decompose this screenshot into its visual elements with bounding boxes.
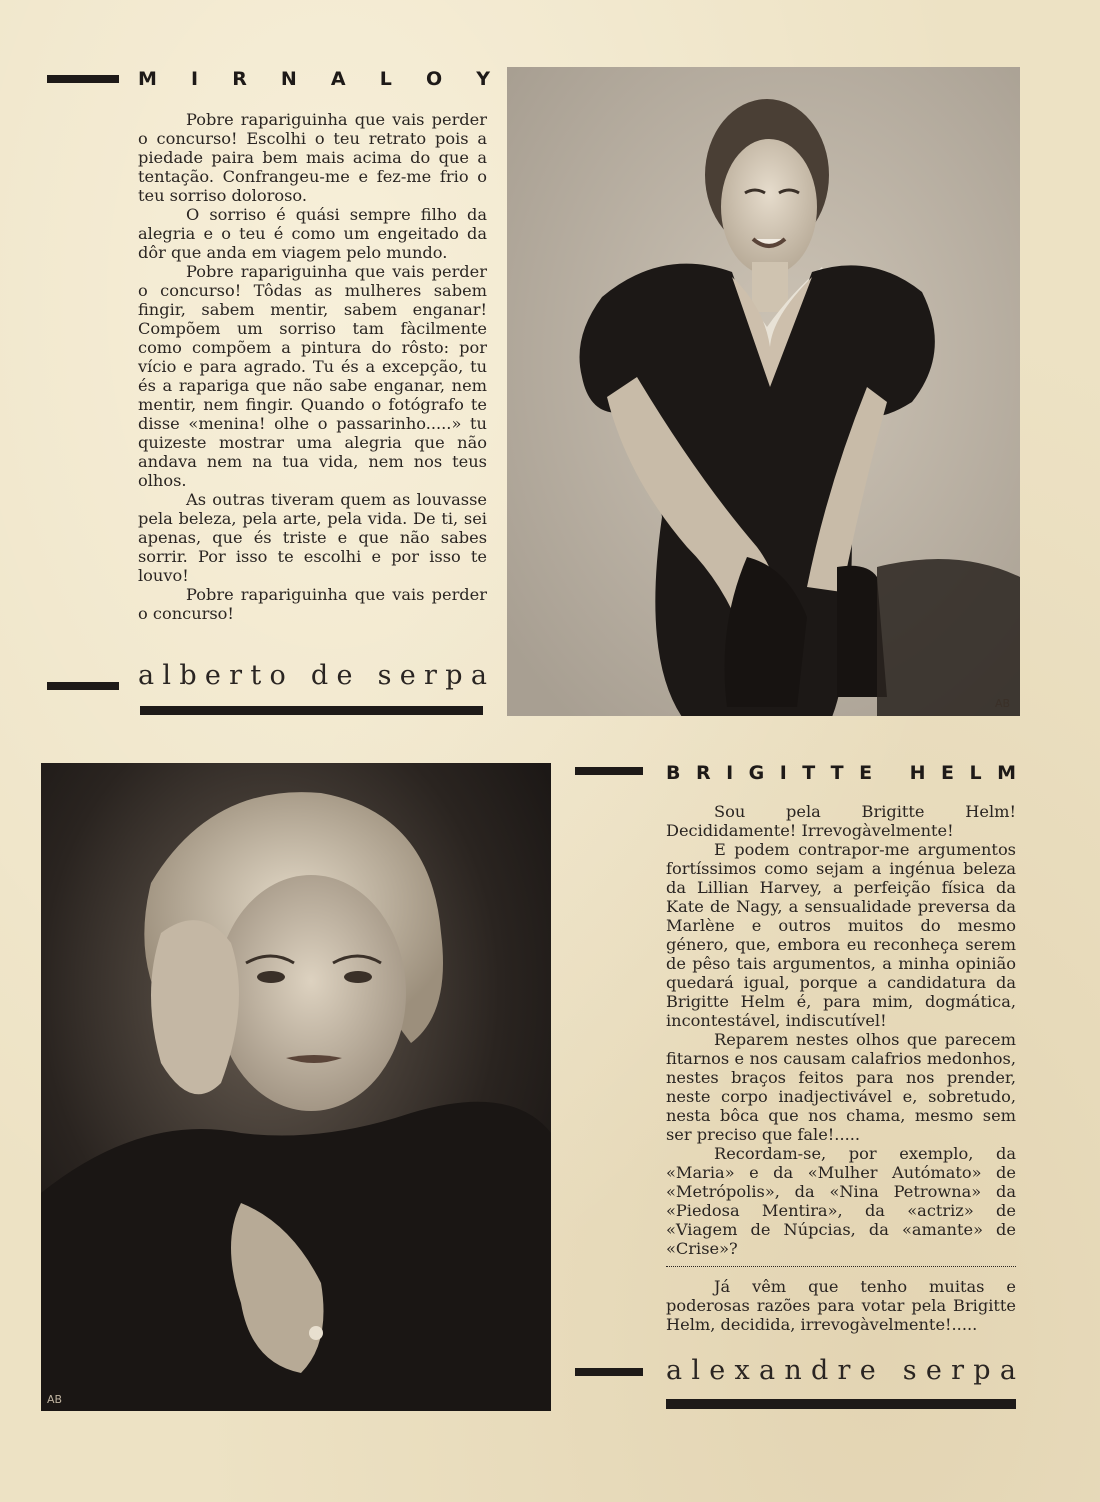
signature-underline-1 xyxy=(140,706,483,715)
title-bar-left-2 xyxy=(575,767,643,775)
paragraph: Recordam-se, por exemplo, da «Maria» e da «Mulher Autómato» de «Metrópolis», da «Nina Petrowna» da «Piedosa Mentira», da «actriz» de «Viagem de Núpcias, da «amante» de «Crise»? xyxy=(666,1144,1016,1258)
signature-letter: t xyxy=(250,660,262,691)
paragraph: As outras tiveram quem as louvasse pela beleza, pela arte, pela vida. De ti, sei apenas, que és triste e que não sabes sorrir. Por isso te escolhi e por isso te louvo! xyxy=(138,490,487,585)
signature-letter: e xyxy=(859,1355,876,1386)
signature-letter xyxy=(885,1355,894,1386)
signature-letter: r xyxy=(229,660,243,691)
signature-letter: p xyxy=(445,660,463,691)
title-letter: G xyxy=(748,762,765,784)
signature-letter: a xyxy=(666,1355,683,1386)
signature-letter: o xyxy=(269,660,286,691)
title-letter: L xyxy=(969,762,982,784)
svg-text:AB: AB xyxy=(995,697,1011,710)
signature-letter: l xyxy=(691,1355,700,1386)
dotted-separator xyxy=(666,1260,1016,1267)
article-title-mirna-loy xyxy=(138,66,490,92)
signature-letter: s xyxy=(902,1355,917,1386)
signature-letter: l xyxy=(162,660,172,691)
title-letter: L xyxy=(379,68,392,90)
signature-letter: s xyxy=(377,660,392,691)
author-signature-alberto xyxy=(138,660,487,694)
paragraph: Sou pela Brigitte Helm! Decididamente! Irrevogàvelmente! xyxy=(666,802,1016,840)
title-bar-left-1 xyxy=(47,75,119,83)
title-letter: T xyxy=(830,762,844,784)
signature-letter: p xyxy=(973,1355,991,1386)
signature-letter: a xyxy=(138,660,155,691)
signature-letter: e xyxy=(204,660,221,691)
article-body-mirna-loy xyxy=(138,110,487,623)
title-letter: M xyxy=(138,68,157,90)
article-body-brigitte-helm xyxy=(666,802,1016,1334)
signature-letter: d xyxy=(310,660,329,691)
signature-letter: n xyxy=(784,1355,802,1386)
photo-mirna-loy xyxy=(507,67,1020,716)
signature-letter: e xyxy=(925,1355,942,1386)
signature-letter xyxy=(361,660,370,691)
signature-letter: e xyxy=(336,660,353,691)
title-letter: I xyxy=(779,762,787,784)
title-letter: B xyxy=(666,762,681,784)
signature-letter: r xyxy=(837,1355,851,1386)
article-title-brigitte-helm xyxy=(666,760,1016,786)
signature-letter: a xyxy=(470,660,487,691)
title-letter: I xyxy=(191,68,199,90)
title-letter: Y xyxy=(476,68,490,90)
signature-underline-2 xyxy=(666,1399,1016,1409)
paragraph: Pobre rapariguinha que vais perder o concurso! xyxy=(138,585,487,623)
paragraph: Reparem nestes olhos que parecem fitarnos e nos causam calafrios medonhos, nestes braços feitos para nos prender, neste corpo inadjectivável e, sobretudo, nesta bôca que nos chama, mesmo sem ser preciso que fale!..... xyxy=(666,1030,1016,1144)
signature-letter: a xyxy=(758,1355,776,1386)
title-letter: R xyxy=(695,762,711,784)
signature-letter: d xyxy=(810,1355,829,1386)
paragraph: Pobre rapariguinha que vais perder o concurso! Escolhi o teu retrato pois a piedade paira bem mais acima do que a tentação. Confrangeu-me e fez-me frio o teu sorriso doloroso. xyxy=(138,110,487,205)
title-letter: I xyxy=(726,762,734,784)
signature-bar-left-2 xyxy=(575,1368,643,1376)
title-letter: H xyxy=(909,762,926,784)
paragraph: Já vêm que tenho muitas e poderosas razões para votar pela Brigitte Helm, decidida, irrevogàvelmente!..... xyxy=(666,1277,1016,1334)
signature-letter xyxy=(294,660,303,691)
title-letter: T xyxy=(802,762,816,784)
paragraph: Pobre rapariguinha que vais perder o concurso! Tôdas as mulheres sabem fingir, sabem mentir, sabem enganar! Compõem um sorriso tam fàcilmente como compõem a pintura do rôsto: por vício e para agrado. Tu és a excepção, tu és a rapariga que não sabe enganar, nem mentir, nem fingir. Quando o fotógrafo te disse «menina! olhe o passarinho.....» tu quizeste mostrar uma alegria que não andava nem na tua vida, nem nos teus olhos. xyxy=(138,262,487,490)
title-letter: O xyxy=(425,68,443,90)
photo-brigitte-helm xyxy=(41,763,551,1411)
title-letter: E xyxy=(941,762,955,784)
signature-letter: r xyxy=(424,660,437,691)
signature-letter: x xyxy=(734,1355,750,1386)
title-letter: E xyxy=(859,762,873,784)
signature-letter: b xyxy=(179,660,197,691)
signature-bar-left-1 xyxy=(47,682,119,690)
signature-letter: e xyxy=(709,1355,726,1386)
svg-text:AB: AB xyxy=(47,1393,63,1406)
paragraph: E podem contrapor-me argumentos fortíssimos como sejam a ingénua beleza da Lillian Harvey, a perfeição física da Kate de Nagy, a sensualidade preversa da Marlène e outros muitos do mesmo género, que, embora eu reconheça serem de pêso tais argumentos, a minha opinião quedará igual, porque a candidatura da Brigitte Helm é, para mim, dogmática, incontestável, indiscutível! xyxy=(666,840,1016,1030)
paragraph: O sorriso é quási sempre filho da alegria e o teu é como um engeitado da dôr que anda em viagem pelo mundo. xyxy=(138,205,487,262)
title-letter: A xyxy=(330,68,346,90)
signature-letter: e xyxy=(399,660,416,691)
signature-letter: a xyxy=(999,1355,1016,1386)
title-letter: R xyxy=(232,68,247,90)
signature-letter: r xyxy=(951,1355,965,1386)
author-signature-alexandre xyxy=(666,1355,1016,1389)
title-letter xyxy=(888,762,895,784)
title-letter: N xyxy=(280,68,297,90)
title-letter: M xyxy=(997,762,1016,784)
